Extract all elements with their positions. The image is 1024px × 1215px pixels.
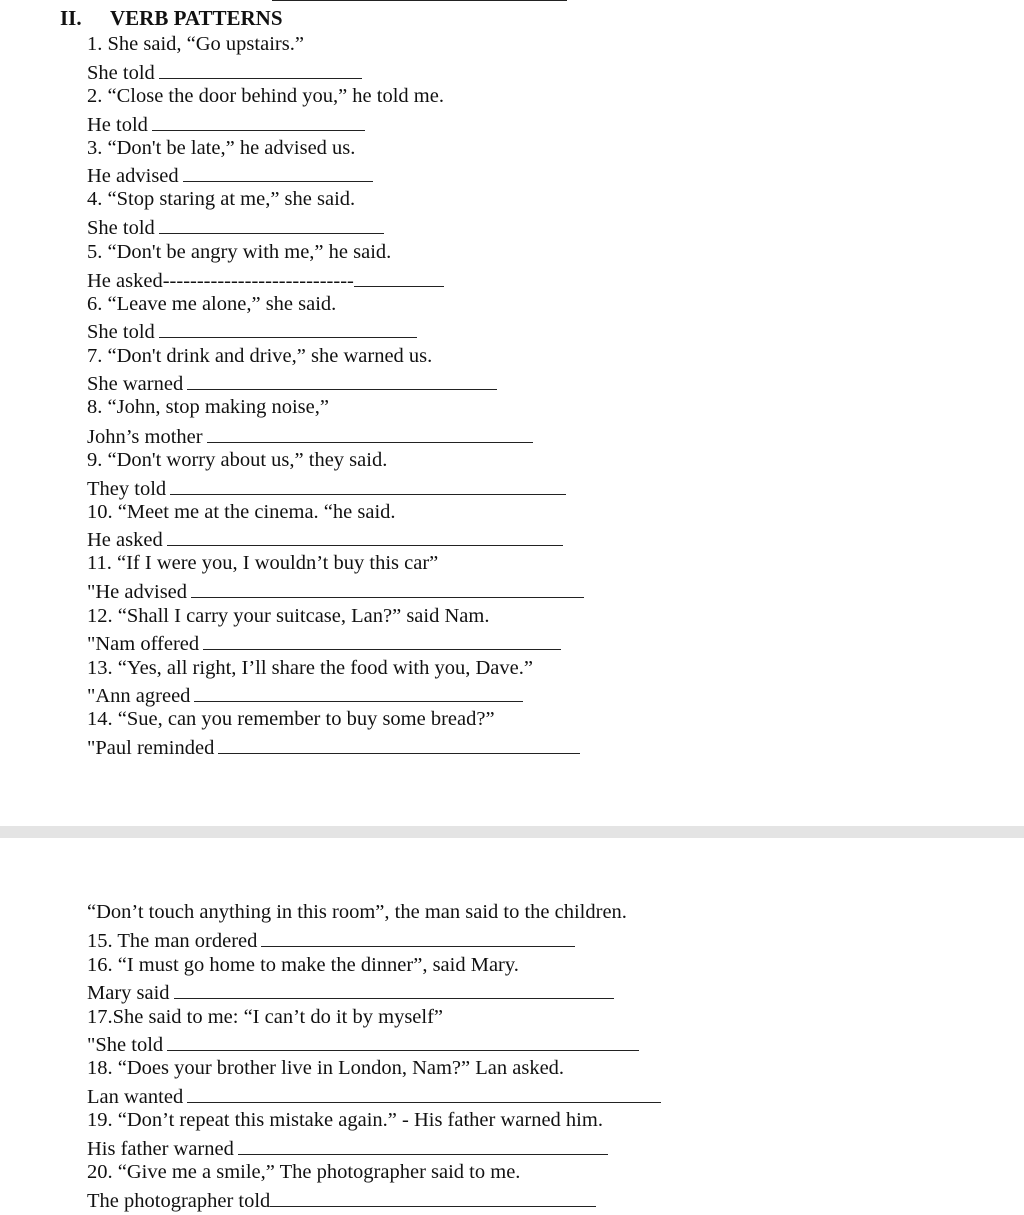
question-17-answer xyxy=(87,1030,639,1054)
answer-stem: They told xyxy=(87,478,167,500)
answer-blank[interactable] xyxy=(152,110,365,131)
question-3-answer xyxy=(87,161,373,185)
answer-blank[interactable] xyxy=(354,266,444,287)
answer-stem: His father warned xyxy=(87,1138,234,1160)
answer-stem: "She told xyxy=(87,1034,164,1056)
section-number: II. xyxy=(60,6,82,30)
answer-stem: He asked xyxy=(87,270,163,292)
question-9-answer xyxy=(87,474,566,498)
answer-blank[interactable] xyxy=(183,161,373,182)
worksheet-page-bottom xyxy=(0,838,1024,1215)
question-1-answer xyxy=(87,58,362,82)
section-title-text: VERB PATTERNS xyxy=(110,6,283,30)
question-6-prompt: 6. “Leave me alone,” she said. xyxy=(87,293,337,315)
answer-blank[interactable] xyxy=(187,369,497,390)
question-10-answer xyxy=(87,525,563,549)
answer-stem: She told xyxy=(87,321,155,343)
question-5-answer xyxy=(87,266,444,290)
answer-blank[interactable] xyxy=(187,1082,661,1103)
answer-stem: Lan wanted xyxy=(87,1086,184,1108)
question-17-prompt: 17.She said to me: “I can’t do it by myself” xyxy=(87,1006,444,1028)
question-5-prompt: 5. “Don't be angry with me,” he said. xyxy=(87,241,392,263)
question-10-prompt: 10. “Meet me at the cinema. “he said. xyxy=(87,501,396,523)
answer-stem: She warned xyxy=(87,373,184,395)
answer-blank[interactable] xyxy=(270,1186,596,1207)
top-rule xyxy=(272,0,567,1)
section-title xyxy=(60,6,283,30)
question-15-answer xyxy=(87,926,575,950)
question-6-answer xyxy=(87,317,417,341)
answer-stem: Mary said xyxy=(87,982,170,1004)
question-4-answer xyxy=(87,213,384,237)
question-18-answer xyxy=(87,1082,661,1106)
answer-blank[interactable] xyxy=(261,926,575,947)
question-7-answer xyxy=(87,369,497,393)
question-3-prompt: 3. “Don't be late,” he advised us. xyxy=(87,137,356,159)
question-12-prompt: 12. “Shall I carry your suitcase, Lan?” said Nam. xyxy=(87,605,490,627)
answer-blank[interactable] xyxy=(159,317,417,338)
answer-blank[interactable] xyxy=(159,213,384,234)
answer-stem: "Nam offered xyxy=(87,633,200,655)
answer-blank[interactable] xyxy=(174,978,614,999)
answer-blank[interactable] xyxy=(167,1030,639,1051)
answer-blank[interactable] xyxy=(191,577,584,598)
question-20-answer xyxy=(87,1186,596,1210)
question-2-prompt: 2. “Close the door behind you,” he told me. xyxy=(87,85,444,107)
question-1-prompt: 1. She said, “Go upstairs.” xyxy=(87,33,304,55)
question-19-answer xyxy=(87,1134,608,1158)
question-16-answer xyxy=(87,978,614,1002)
question-11-answer xyxy=(87,577,584,601)
answer-blank[interactable] xyxy=(207,422,533,443)
question-13-prompt: 13. “Yes, all right, I’ll share the food with you, Dave.” xyxy=(87,657,533,679)
answer-blank[interactable] xyxy=(170,474,566,495)
answer-stem: "Ann agreed xyxy=(87,685,191,707)
question-13-answer xyxy=(87,681,523,705)
answer-dashes: ---------------------------- xyxy=(162,270,354,292)
question-14-prompt: 14. “Sue, can you remember to buy some bread?” xyxy=(87,708,495,730)
question-12-answer xyxy=(87,629,561,653)
question-11-prompt: 11. “If I were you, I wouldn’t buy this car” xyxy=(87,552,439,574)
question-16-prompt: 16. “I must go home to make the dinner”, said Mary. xyxy=(87,954,519,976)
intro-sentence: “Don’t touch anything in this room”, the man said to the children. xyxy=(87,901,627,923)
answer-stem: She told xyxy=(87,217,155,239)
answer-stem: 15. The man ordered xyxy=(87,930,258,952)
answer-stem: "He advised xyxy=(87,581,188,603)
answer-stem: The photographer told xyxy=(87,1190,271,1212)
question-8-prompt: 8. “John, stop making noise,” xyxy=(87,396,329,418)
answer-blank[interactable] xyxy=(218,733,580,754)
answer-blank[interactable] xyxy=(203,629,561,650)
answer-blank[interactable] xyxy=(167,525,563,546)
question-20-prompt: 20. “Give me a smile,” The photographer said to me. xyxy=(87,1161,521,1183)
question-7-prompt: 7. “Don't drink and drive,” she warned us. xyxy=(87,345,433,367)
question-18-prompt: 18. “Does your brother live in London, Nam?” Lan asked. xyxy=(87,1057,565,1079)
answer-blank[interactable] xyxy=(159,58,362,79)
question-8-answer xyxy=(87,422,533,446)
question-9-prompt: 9. “Don't worry about us,” they said. xyxy=(87,449,388,471)
answer-blank[interactable] xyxy=(194,681,523,702)
page-separator xyxy=(0,826,1024,838)
question-19-prompt: 19. “Don’t repeat this mistake again.” - His father warned him. xyxy=(87,1109,603,1131)
question-2-answer xyxy=(87,110,365,134)
answer-stem: "Paul reminded xyxy=(87,737,215,759)
answer-stem: He told xyxy=(87,114,148,136)
answer-stem: He asked xyxy=(87,529,163,551)
answer-stem: She told xyxy=(87,62,155,84)
answer-stem: He advised xyxy=(87,165,179,187)
question-4-prompt: 4. “Stop staring at me,” she said. xyxy=(87,188,356,210)
answer-blank[interactable] xyxy=(238,1134,608,1155)
answer-stem: John’s mother xyxy=(87,426,203,448)
question-14-answer xyxy=(87,733,580,757)
